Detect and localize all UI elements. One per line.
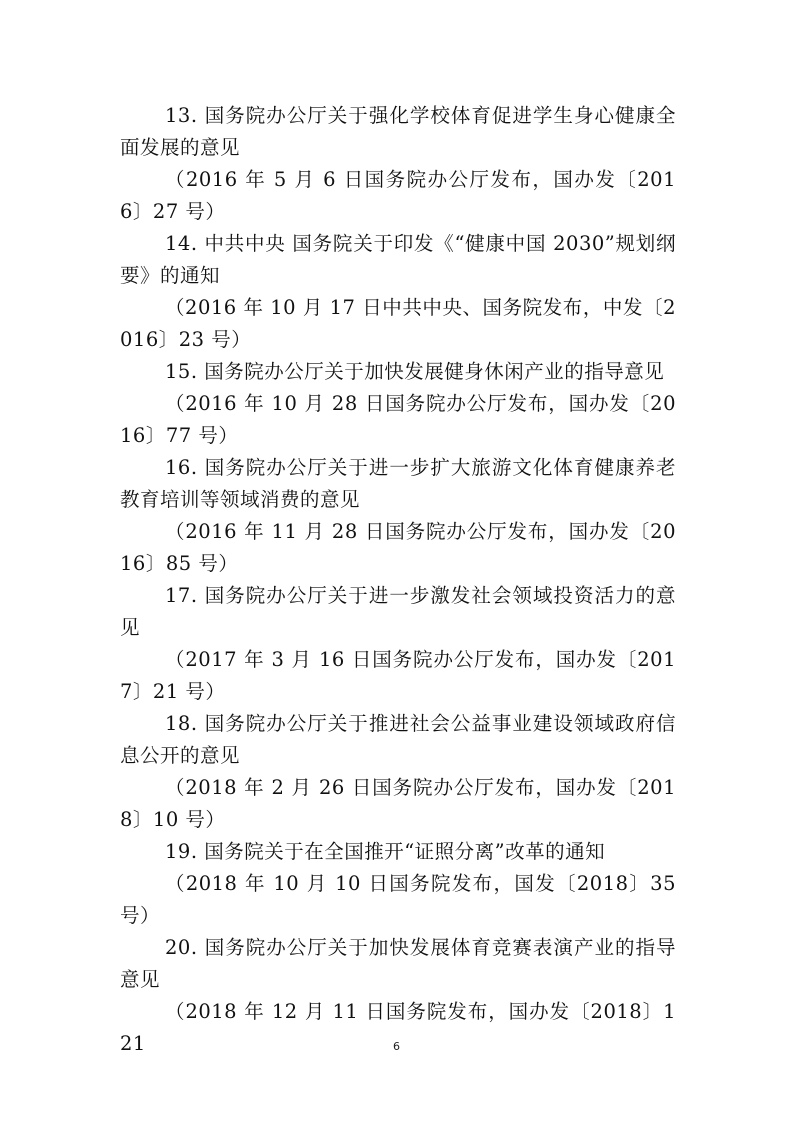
policy-title-13: 13. 国务院办公厅关于强化学校体育促进学生身心健康全面发展的意见 [120,104,676,159]
policy-title-18: 18. 国务院办公厅关于推进社会公益事业建设领域政府信息公开的意见 [120,712,676,767]
policy-title-14: 14. 中共中央 国务院关于印发《“健康中国 2030”规划纲要》的通知 [120,232,676,287]
page-number: 6 [393,1040,400,1053]
policy-issuance-19: （2018 年 10 月 10 日国务院发布，国发〔2018〕35 号） [120,872,676,927]
policy-issuance-14: （2016 年 10 月 17 日中共中央、国务院发布，中发〔2016〕23 号） [120,296,676,351]
policy-title-19: 19. 国务院关于在全国推开“证照分离”改革的通知 [165,840,606,863]
policy-issuance-18: （2018 年 2 月 26 日国务院办公厅发布，国办发〔2018〕10 号） [120,776,676,831]
policy-title-16: 16. 国务院办公厅关于进一步扩大旅游文化体育健康养老教育培训等领域消费的意见 [120,456,676,511]
policy-issuance-16: （2016 年 11 月 28 日国务院办公厅发布，国办发〔2016〕85 号） [120,520,676,575]
document-body [120,100,676,1060]
policy-title-20: 20. 国务院办公厅关于加快发展体育竞赛表演产业的指导意见 [120,936,676,991]
policy-title-17: 17. 国务院办公厅关于进一步激发社会领域投资活力的意见 [120,584,676,639]
policy-issuance-17: （2017 年 3 月 16 日国务院办公厅发布，国办发〔2017〕21 号） [120,648,676,703]
policy-issuance-13: （2016 年 5 月 6 日国务院办公厅发布，国办发〔2016〕27 号） [120,168,676,223]
policy-issuance-20: （2018 年 12 月 11 日国务院发布，国办发〔2018〕121 [120,1000,676,1055]
policy-title-15: 15. 国务院办公厅关于加快发展健身休闲产业的指导意见 [165,360,665,383]
policy-issuance-15: （2016 年 10 月 28 日国务院办公厅发布，国办发〔2016〕77 号） [120,392,676,447]
